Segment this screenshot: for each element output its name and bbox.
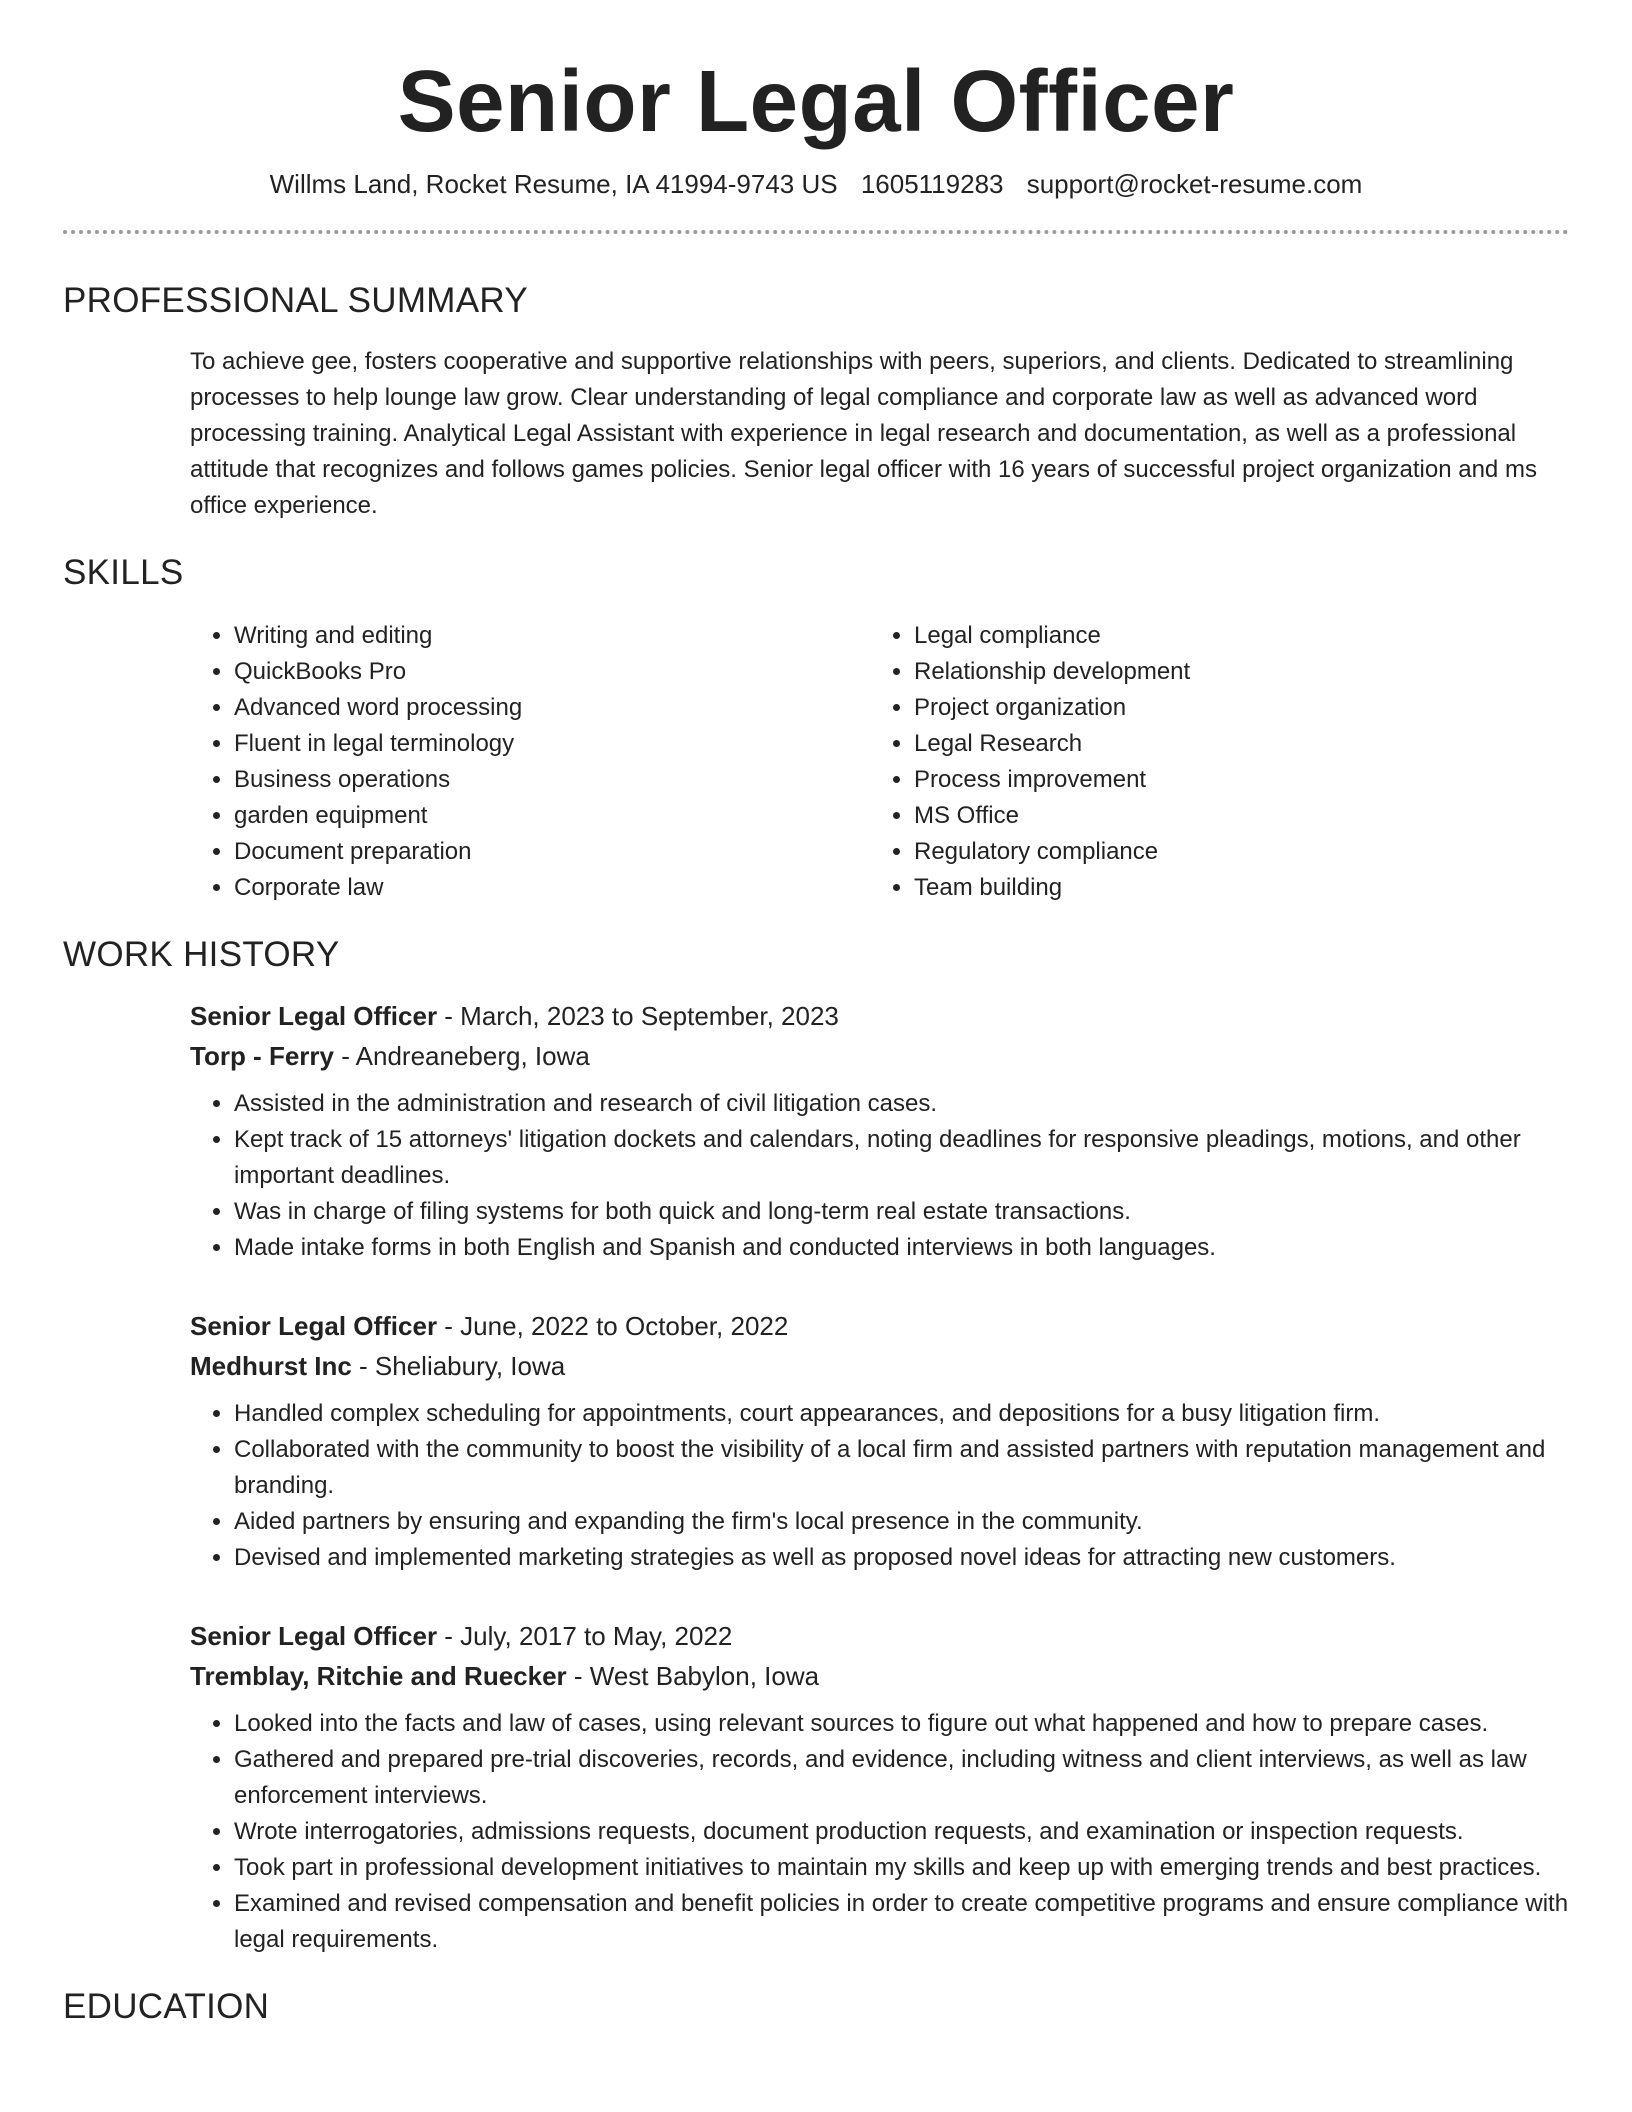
skill-item: • Corporate law: [234, 870, 870, 906]
skill-item: • Regulatory compliance: [914, 834, 1550, 870]
job-company: Medhurst Inc: [190, 1350, 352, 1381]
job-location: - Andreaneberg, Iowa: [333, 1040, 590, 1071]
job-entry: [190, 1616, 1569, 1958]
job-entry: [190, 1306, 1569, 1576]
job-company: Tremblay, Ritchie and Ruecker: [190, 1660, 567, 1691]
job-title-line: [190, 1306, 1569, 1346]
job-company-line: [190, 1346, 1569, 1386]
skill-item: • Advanced word processing: [234, 690, 870, 726]
duty-item: • Assisted in the administration and research of civil litigation cases.: [234, 1086, 1569, 1122]
duty-item: • Collaborated with the community to boost the visibility of a local firm and assisted partners with reputation management and branding.: [234, 1432, 1569, 1504]
duty-item: • Looked into the facts and law of cases, using relevant sources to figure out what happened and how to prepare cases.: [234, 1706, 1569, 1742]
skill-item: • Legal compliance: [914, 618, 1550, 654]
job-company-line: [190, 1656, 1569, 1696]
duty-item: • Kept track of 15 attorneys' litigation dockets and calendars, noting deadlines for responsive pleadings, motions, and other important deadlines.: [234, 1122, 1569, 1194]
skills-list: [190, 618, 1569, 906]
job-company-line: [190, 1036, 1569, 1076]
job-entry: [190, 996, 1569, 1266]
section-title-education: EDUCATION: [63, 1986, 270, 2026]
contact-line: [63, 168, 1569, 202]
job-duties: [190, 1086, 1569, 1266]
skill-item: • garden equipment: [234, 798, 870, 834]
duty-item: • Was in charge of filing systems for both quick and long-term real estate transactions.: [234, 1194, 1569, 1230]
job-role: Senior Legal Officer: [190, 1000, 438, 1031]
job-dates: - July, 2017 to May, 2022: [437, 1620, 733, 1651]
duty-item: • Handled complex scheduling for appointments, court appearances, and depositions for a busy litigation firm.: [234, 1396, 1569, 1432]
job-role: Senior Legal Officer: [190, 1620, 438, 1651]
job-dates: - March, 2023 to September, 2023: [437, 1000, 839, 1031]
skills-column-left: [190, 618, 870, 906]
duty-item: • Wrote interrogatories, admissions requests, document production requests, and examination or inspection requests.: [234, 1814, 1569, 1850]
skill-item: • Writing and editing: [234, 618, 870, 654]
work-history: [190, 996, 1569, 1958]
job-dates: - June, 2022 to October, 2022: [437, 1310, 789, 1341]
job-role: Senior Legal Officer: [190, 1310, 438, 1341]
job-title-line: [190, 996, 1569, 1036]
job-duties: [190, 1706, 1569, 1958]
duty-item: • Made intake forms in both English and Spanish and conducted interviews in both languages.: [234, 1230, 1569, 1266]
duty-item: • Gathered and prepared pre-trial discoveries, records, and evidence, including witness and client interviews, as well as law enforcement interviews.: [234, 1742, 1569, 1814]
skill-item: • Document preparation: [234, 834, 870, 870]
skill-item: • Fluent in legal terminology: [234, 726, 870, 762]
section-title-summary: PROFESSIONAL SUMMARY: [63, 280, 528, 320]
skill-item: • QuickBooks Pro: [234, 654, 870, 690]
contact-address: Willms Land, Rocket Resume, IA 41994-9743 US: [269, 169, 838, 200]
skill-item: • Legal Research: [914, 726, 1550, 762]
duty-item: • Aided partners by ensuring and expanding the firm's local presence in the community.: [234, 1504, 1569, 1540]
job-location: - West Babylon, Iowa: [566, 1660, 820, 1691]
section-title-skills: SKILLS: [63, 552, 184, 592]
section-title-work-history: WORK HISTORY: [63, 934, 340, 974]
job-duties: [190, 1396, 1569, 1576]
skill-item: • Team building: [914, 870, 1550, 906]
header-divider: [63, 230, 1569, 234]
contact-phone: 1605119283: [860, 169, 1004, 200]
summary-text: To achieve gee, fosters cooperative and supportive relationships with peers, superiors, and clients. Dedicated to streamlining processes to help lounge law grow. Clear understanding of legal compliance and corporate law as well as advanced word processing training. Analytical Legal Assistant with experience in legal research and documentation, as well as a professional attitude that recognizes and follows games policies. Senior legal officer with 16 years of successful project organization and ms office experience.: [190, 347, 1537, 519]
skill-item: • Relationship development: [914, 654, 1550, 690]
duty-item: • Examined and revised compensation and benefit policies in order to create competitive programs and ensure compliance with legal requirements.: [234, 1886, 1569, 1958]
job-title-line: [190, 1616, 1569, 1656]
job-company: Torp - Ferry: [190, 1040, 334, 1071]
resume-name: Senior Legal Officer: [397, 53, 1235, 150]
duty-item: • Took part in professional development initiatives to maintain my skills and keep up with emerging trends and best practices.: [234, 1850, 1569, 1886]
duty-item: • Devised and implemented marketing strategies as well as proposed novel ideas for attracting new customers.: [234, 1540, 1569, 1576]
contact-email: support@rocket-resume.com: [1026, 169, 1363, 200]
skill-item: • Business operations: [234, 762, 870, 798]
skill-item: • Project organization: [914, 690, 1550, 726]
skill-item: • MS Office: [914, 798, 1550, 834]
skill-item: • Process improvement: [914, 762, 1550, 798]
job-location: - Sheliabury, Iowa: [351, 1350, 566, 1381]
skills-column-right: [870, 618, 1550, 906]
